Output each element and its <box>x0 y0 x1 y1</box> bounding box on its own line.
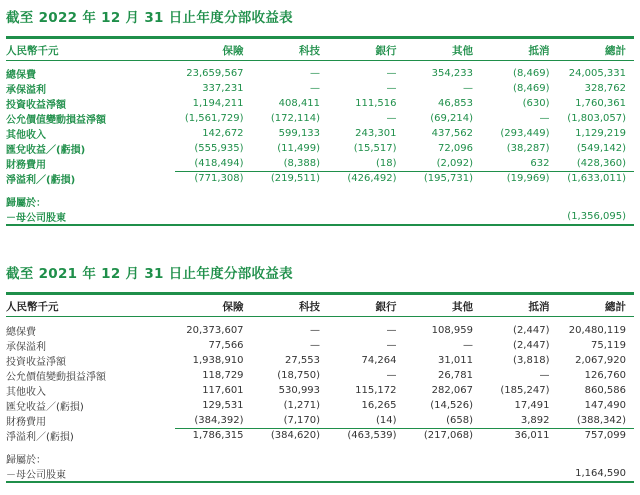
parent-shareholders-row <box>6 209 634 225</box>
segment-income-table-2022 <box>6 36 634 226</box>
table-cell: 599,133 <box>278 128 321 139</box>
row-label: 總保費 <box>6 327 36 338</box>
table-cell: (185,247) <box>500 385 550 396</box>
header-technology: 科技 <box>252 39 328 61</box>
table-cell: — <box>386 325 397 336</box>
table-cell: 3,892 <box>520 414 550 426</box>
header-unit: 人民幣千元 <box>6 39 175 61</box>
table-cell: 46,853 <box>438 98 473 109</box>
row-label: 匯兌收益／(虧損) <box>6 402 84 413</box>
table-cell: — <box>310 83 321 94</box>
table-row <box>6 353 634 368</box>
table-row <box>6 338 634 353</box>
section-title-2022: 截至 2022 年 12 月 31 日止年度分部收益表 <box>6 10 293 26</box>
table-cell: 115,172 <box>355 385 397 396</box>
table-cell: 17,491 <box>514 400 550 411</box>
header-unit: 人民幣千元 <box>6 295 175 317</box>
table-cell: (18,750) <box>277 370 321 381</box>
table-cell: (69,214) <box>430 113 473 124</box>
table-cell: (7,170) <box>283 414 321 426</box>
table-row <box>6 96 634 111</box>
table-cell: (3,818) <box>513 355 550 366</box>
table-row <box>6 428 634 443</box>
table-cell: 328,762 <box>584 83 626 94</box>
table-cell: — <box>539 370 550 381</box>
table-body-2022 <box>6 61 634 226</box>
table-cell: — <box>386 340 397 351</box>
attributable-label: 歸屬於： <box>6 198 46 210</box>
table-cell: 72,096 <box>438 143 473 154</box>
table-cell: 2,067,920 <box>575 355 626 366</box>
table-cell: 757,099 <box>557 428 634 443</box>
table-row <box>6 156 634 171</box>
table-cell: 632 <box>530 157 550 169</box>
table-row <box>6 368 634 383</box>
table-cell: (388,342) <box>576 414 626 426</box>
table-header-row <box>6 39 634 61</box>
table-row <box>6 383 634 398</box>
table-cell: (11,499) <box>277 143 321 154</box>
table-cell: 27,553 <box>285 355 321 366</box>
header-elimination: 抵消 <box>481 295 557 317</box>
table-cell: 1,760,361 <box>575 98 626 109</box>
table-cell: (549,142) <box>576 143 626 154</box>
table-row <box>6 111 634 126</box>
header-others: 其他 <box>405 295 481 317</box>
table-cell: 142,672 <box>202 128 244 139</box>
row-label: 承保溢利 <box>6 85 46 96</box>
row-label: 淨溢利／(虧損) <box>6 432 74 444</box>
attributable-row <box>6 451 634 466</box>
table-cell: 23,659,567 <box>186 68 244 79</box>
row-label: 財務費用 <box>6 417 46 429</box>
table-cell: — <box>310 68 321 79</box>
table-row <box>6 171 634 186</box>
table-cell: 16,265 <box>361 400 397 411</box>
table-cell: 111,516 <box>355 98 397 109</box>
table-cell: 147,490 <box>584 400 626 411</box>
table-cell: 75,119 <box>591 340 626 351</box>
section-title-2021: 截至 2021 年 12 月 31 日止年度分部收益表 <box>6 266 293 282</box>
row-label: 投資收益淨額 <box>6 357 66 368</box>
table-cell: — <box>310 340 321 351</box>
table-cell: (658) <box>446 414 473 426</box>
row-label: 總保費 <box>6 70 36 81</box>
table-row <box>6 317 634 339</box>
table-cell: (219,511) <box>252 171 328 186</box>
table-cell: — <box>463 340 473 351</box>
table-cell: 118,729 <box>202 370 244 381</box>
row-label: 淨溢利／(虧損) <box>6 175 76 187</box>
table-cell: (1,633,011) <box>557 171 634 186</box>
table-cell: 77,566 <box>208 340 244 351</box>
header-banking: 銀行 <box>328 295 404 317</box>
table-cell: (38,287) <box>506 143 550 154</box>
table-cell: (8,388) <box>283 157 321 169</box>
header-total: 總計 <box>557 295 634 317</box>
parent-shareholders-total: 1,164,590 <box>557 466 634 482</box>
header-banking: 銀行 <box>328 39 404 61</box>
table-cell: (217,068) <box>405 428 481 443</box>
table-cell: (293,449) <box>500 128 550 139</box>
table-row <box>6 413 634 428</box>
table-cell: 126,760 <box>584 370 626 381</box>
attributable-row <box>6 194 634 209</box>
table-cell: (384,392) <box>194 414 244 426</box>
header-technology: 科技 <box>252 295 328 317</box>
table-row <box>6 126 634 141</box>
table-cell: (2,447) <box>513 340 550 351</box>
header-insurance: 保險 <box>175 39 251 61</box>
table-cell: (195,731) <box>405 171 481 186</box>
table-cell: (1,561,729) <box>184 113 244 124</box>
table-cell: (14) <box>375 414 397 426</box>
table-cell: (8,469) <box>513 83 550 94</box>
table-cell: 24,005,331 <box>568 68 626 79</box>
table-cell: 1,129,219 <box>575 128 626 139</box>
table-cell: (172,114) <box>270 113 321 124</box>
row-label: 公允價值變動損益淨額 <box>6 372 106 383</box>
table-cell: (384,620) <box>252 428 328 443</box>
table-cell: (1,271) <box>283 400 321 411</box>
table-cell: 860,586 <box>584 385 626 396</box>
parent-shareholders-label: －母公司股東 <box>6 466 175 482</box>
parent-shareholders-row <box>6 466 634 482</box>
table-cell: (463,539) <box>328 428 404 443</box>
table-cell: (8,469) <box>513 68 550 79</box>
header-insurance: 保險 <box>175 295 251 317</box>
header-total: 總計 <box>557 39 634 61</box>
segment-income-table-2021 <box>6 292 634 483</box>
row-label: 其他收入 <box>6 387 46 398</box>
table-cell: — <box>539 113 550 124</box>
header-others: 其他 <box>405 39 481 61</box>
table-cell: — <box>310 325 321 336</box>
row-label: 承保溢利 <box>6 342 46 353</box>
table-cell: (630) <box>522 98 550 109</box>
parent-shareholders-label: －母公司股東 <box>6 209 175 225</box>
row-label: 投資收益淨額 <box>6 100 66 111</box>
table-row <box>6 398 634 413</box>
table-body-2021 <box>6 317 634 483</box>
table-cell: 26,781 <box>438 370 473 381</box>
parent-shareholders-total: (1,356,095) <box>557 209 634 225</box>
table-cell: (418,494) <box>194 157 244 169</box>
table-cell: (555,935) <box>194 143 244 154</box>
row-label: 公允價值變動損益淨額 <box>6 115 106 126</box>
table-header-row <box>6 295 634 317</box>
table-cell: 20,373,607 <box>186 325 244 336</box>
table-cell: (15,517) <box>353 143 397 154</box>
table-cell: (771,308) <box>175 171 251 186</box>
header-elimination: 抵消 <box>481 39 557 61</box>
table-cell: 354,233 <box>431 68 473 79</box>
table-cell: (2,447) <box>513 325 550 336</box>
table-cell: 36,011 <box>481 428 557 443</box>
table-cell: 74,264 <box>361 355 397 366</box>
table-cell: (2,092) <box>436 157 473 169</box>
table-cell: (14,526) <box>430 400 473 411</box>
row-label: 財務費用 <box>6 160 46 172</box>
table-cell: 282,067 <box>431 385 473 396</box>
table-row <box>6 61 634 82</box>
table-row <box>6 81 634 96</box>
table-cell: — <box>386 83 397 94</box>
row-label: 匯兌收益／(虧損) <box>6 145 86 156</box>
table-cell: 408,411 <box>278 98 321 109</box>
table-cell: 437,562 <box>431 128 473 139</box>
table-cell: 108,959 <box>431 325 473 336</box>
table-cell: 1,786,315 <box>175 428 251 443</box>
table-cell: 243,301 <box>355 128 397 139</box>
table-cell: 1,194,211 <box>192 98 244 109</box>
table-cell: 129,531 <box>202 400 244 411</box>
table-cell: 530,993 <box>278 385 321 396</box>
row-label: 其他收入 <box>6 130 46 141</box>
table-cell: (426,492) <box>328 171 404 186</box>
table-cell: (19,969) <box>481 171 557 186</box>
attributable-label: 歸屬於： <box>6 455 46 467</box>
table-cell: — <box>463 83 473 94</box>
table-cell: (428,360) <box>576 157 626 169</box>
table-cell: (1,803,057) <box>567 113 626 124</box>
table-row <box>6 141 634 156</box>
table-cell: — <box>386 370 397 381</box>
table-cell: 20,480,119 <box>568 325 626 336</box>
table-cell: (18) <box>375 157 397 169</box>
table-cell: — <box>386 68 397 79</box>
table-cell: — <box>386 113 397 124</box>
table-cell: 1,938,910 <box>192 355 244 366</box>
table-cell: 117,601 <box>202 385 244 396</box>
table-cell: 337,231 <box>202 83 244 94</box>
table-cell: 31,011 <box>438 355 473 366</box>
